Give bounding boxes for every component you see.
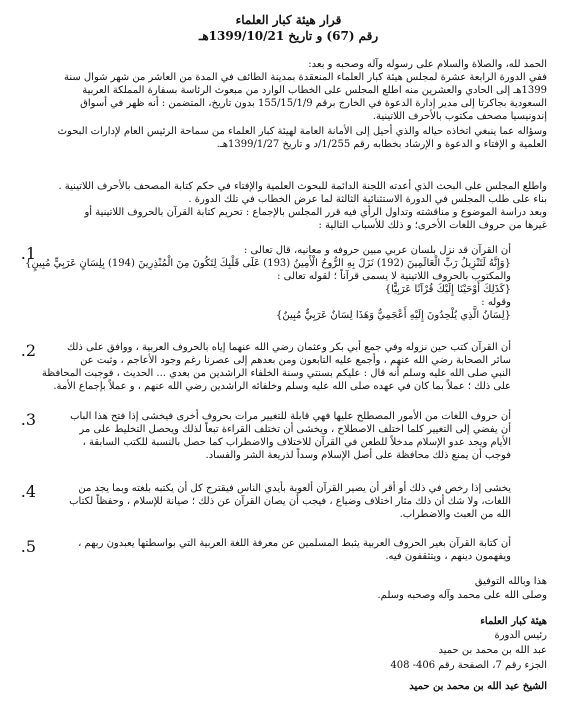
- signature-role: رئيس الدورة: [494, 630, 547, 641]
- intro-line: ففي الدورة الرابعة عشرة لمجلس هيئة كبار العلماء المنعقدة بمدينة الطائف في المدة من العاشر من شهر شوال سنة: [63, 72, 547, 83]
- item-line: {لِسَانُ الَّذِي يُلْحِدُونَ إِلَيْهِ أَعْجَمِيٌّ وَهَذَا لِسَانٌ عَرَبِيٌّ مُبِينٌ}: [276, 310, 511, 321]
- item-line: الله من العبث والاضطراب.: [399, 509, 511, 520]
- item-line: ويفهمون دينهم ، ويتثقفون فيه.: [385, 551, 511, 562]
- item-number: 2.: [20, 341, 36, 360]
- item-line: اللغات، ولا شك أن ذلك مثار اختلاف وضياع ، فيجب أن يصان القرآن عن ذلك ؛ صيانة للإسلام ، وحفظاً لكتاب: [69, 496, 511, 507]
- item-line: {كَذَلِكَ أَوْحَيْنَا إِلَيْكَ قُرْآنًا عَرَبِيًّا}: [384, 284, 511, 295]
- item-line: يخشى إذا رخص في ذلك أو أقر أن يصير القرآن ألعوبة بأيدي الناس فيقترح كل أن يكتبه بلغته وبما يجد من: [78, 483, 511, 494]
- item-line: وقوله :: [481, 297, 511, 308]
- item-line: الأيام ويجد عدو الإسلام مدخلاً للطعن في القرآن للاختلاف والاضطراب كما حصل بالنسبة للكتب السابقة ،: [82, 437, 511, 448]
- intro-line: وسؤاله عما ينبغي اتخاذه حياله والذي أحيل إلى الأمانة العامة لهيئة كبار العلماء من سماحة الرئيس العام لإدارات البحوث: [57, 126, 547, 137]
- reason-item-4: [22, 482, 537, 524]
- item-line: أن كتابة القرآن بغير الحروف العربية يثبط المسلمين عن معرفة اللغة العربية التي بواسطتها يعبدون ربهم ،: [78, 538, 511, 549]
- closing-line: وصلى الله على محمد وآله وصحبه وسلم.: [377, 590, 547, 601]
- item-number: 1.: [20, 244, 36, 263]
- item-line: على ذلك ؛ عملاً بما كان في عهده صلى الله عليه وسلم وخلفائه الراشدين رضي الله عنهم ، و عملاً بإجماع الأمة.: [53, 381, 511, 392]
- intro-line: إندونيسيا مصحف مكتوب بالأحرف اللاتينية.: [372, 111, 547, 122]
- reason-item-3: [22, 410, 537, 465]
- source-reference: الجزء رقم 7، الصفحة رقم 406- 408: [390, 660, 547, 671]
- item-number: 4.: [20, 482, 36, 501]
- item-line: {وَإِنَّهُ لَتَنْزِيلُ رَبِّ الْعَالَمِينَ (192) نَزَلَ بِهِ الرُّوحُ الْأَمِينُ (193) عَلَى قَلْبِكَ لِتَكُونَ مِنَ الْمُنْذِرِينَ (194) بِلِسَانٍ عَرَبِيٍّ مُبِينٍ}: [25, 258, 511, 269]
- intro-line: السعودية بجاكرتا إلى مدير إدارة الدعوة في الخارج برقم 155/15/1/9 بدون تاريخ، المتضمن : أنه ظهر في أسواق: [80, 98, 547, 109]
- intro-line: العلمية و الإفتاء و الدعوة و الإرشاد بخطابه رقم 1/255/د و تاريخ 1399/1/27هـ.: [216, 139, 547, 150]
- document-subtitle: رقم (67) و تاريخ 1399/10/21هـ: [198, 29, 379, 43]
- signature-org: هيئة كبار العلماء: [480, 616, 547, 627]
- item-line: أن القرآن قد نزل بلسان عربي مبين حروفه و معانيه، قال تعالى :: [243, 245, 511, 256]
- document-title: قرار هيئة كبار العلماء: [235, 13, 342, 27]
- item-line: فوجب أن يمنع ذلك محافظة على أصل الإسلام وسداً لذريعة الشر والفساد.: [205, 450, 511, 461]
- body-line: بناء على طلب المجلس في الدورة الاستثنائية الثالثة لما عرض الخطاب في تلك الدورة .: [188, 194, 547, 205]
- signature-name: عبد الله بن محمد بن حميد: [438, 645, 547, 656]
- item-line: أن القرآن كتب حين نزوله وفي جمع أبي بكر وعثمان رضي الله عنهما إياه بالحروف العربية ، ووافق على ذلك: [66, 342, 511, 353]
- signatory-sheikh: الشيخ عبد الله بن محمد بن حميد: [409, 681, 547, 692]
- item-number: 5.: [20, 537, 36, 556]
- body-line: غيرها من حروف اللغات الأخرى؛ و ذلك للأسباب التالية :: [318, 220, 547, 231]
- item-line: النبي صلى الله عليه وسلم أنه قال : عليكم بسنتي وسنة الخلفاء الراشدين من بعدي ... الحديث ، فوجبت المحافظة: [41, 368, 511, 379]
- closing-line: هذا وبالله التوفيق: [474, 576, 547, 587]
- reason-item-2: [22, 341, 537, 396]
- item-line: أن يفضي إلى التغيير كلما اختلف الاصطلاح ، ويخشى أن تختلف القراءة تبعاً لذلك ويحصل التخليط على مر: [79, 424, 511, 435]
- item-number: 3.: [20, 410, 36, 429]
- item-line: أن حروف اللغات من الأمور المصطلح عليها فهي قابلة للتغيير مرات بحروف أخرى فيخشى إذا فتح هذا الباب: [70, 411, 511, 422]
- intro-line: الحمد لله، والصلاة والسلام على رسوله وآله وصحبه و بعد:: [308, 59, 547, 70]
- title-block: [0, 12, 577, 44]
- reason-item-5: [22, 537, 537, 566]
- reason-item-1: [22, 244, 537, 330]
- item-line: سائر الصحابة رضي الله عنهم ، وأجمع عليه التابعون ومن بعدهم إلى عصرنا رغم وجود الأعاجم ، وثبت عن: [80, 355, 511, 366]
- body-line: وبعد دراسة الموضوع و مناقشته وتداول الرأي فيه قرر المجلس بالإجماع : تحريم كتابة القرآن بالحروف اللاتينية أو: [84, 207, 547, 218]
- body-line: واطلع المجلس على البحث الذي أعدته اللجنة الدائمة للبحوث العلمية والإفتاء في حكم كتابة المصحف بالأحرف اللاتينية .: [58, 181, 547, 192]
- item-line: والمكتوب بالحروف اللاتينية لا يسمى قرآناً ؛ لقوله تعالى :: [277, 271, 511, 282]
- intro-line: 1399هـ إلى الحادي والعشرين منه اطلع المجلس على الخطاب الوارد من مبعوث الرئاسة بسفارة المملكة العربية: [82, 85, 547, 96]
